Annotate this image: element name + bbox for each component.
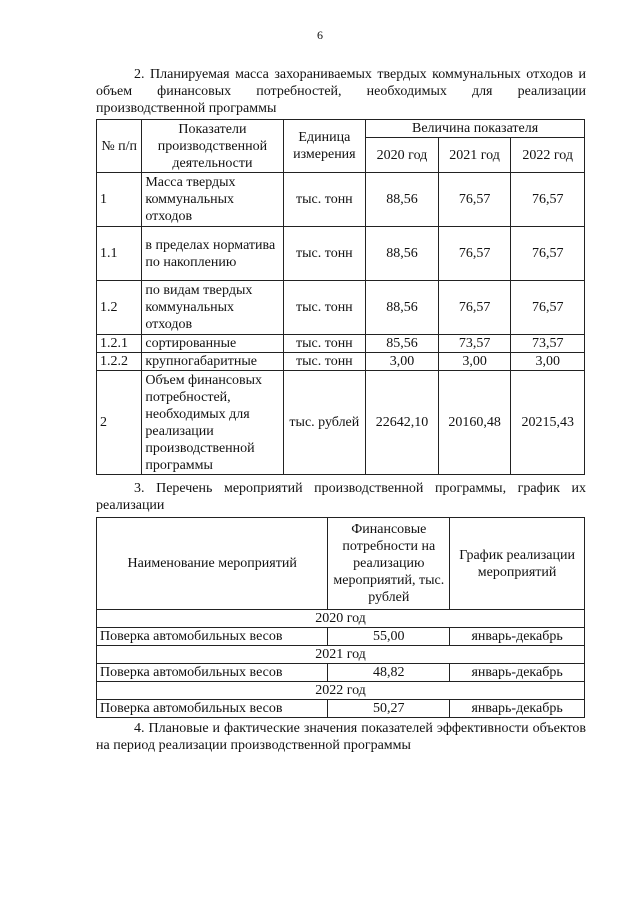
section-2-text: Планируемая масса захораниваемых твердых коммунальных отходов и объем финансовых потребностей, необходимых для реализации производственной программы [96, 67, 587, 116]
table-row [97, 628, 585, 646]
activity-cost: 48,82 [328, 664, 450, 682]
row-value-2021: 76,57 [438, 173, 511, 227]
section-2-number: 2. [134, 67, 145, 82]
row-unit: тыс. тонн [283, 281, 366, 335]
row-value-2022: 20215,43 [511, 371, 585, 475]
row-value-2020: 88,56 [366, 173, 439, 227]
section-2-heading [96, 66, 586, 117]
row-unit: тыс. тонн [283, 335, 366, 353]
row-num: 2 [97, 371, 142, 475]
activities-table [96, 517, 585, 718]
activity-cost: 55,00 [328, 628, 450, 646]
year-group-row: 2022 год [97, 682, 585, 700]
row-value-2020: 22642,10 [366, 371, 439, 475]
section-4-text: Плановые и фактические значения показателей эффективности объектов на период реализации производственной программы [96, 721, 586, 753]
row-num: 1.2.1 [97, 335, 142, 353]
row-name: по видам твердых коммунальных отходов [142, 281, 283, 335]
row-value-2021: 3,00 [438, 353, 511, 371]
header-num: № п/п [97, 120, 142, 173]
row-unit: тыс. рублей [283, 371, 366, 475]
activity-name: Поверка автомобильных весов [97, 700, 328, 718]
row-name: в пределах норматива по накоплению [142, 227, 283, 281]
row-value-2020: 88,56 [366, 281, 439, 335]
section-4-heading [96, 720, 586, 754]
row-value-2020: 3,00 [366, 353, 439, 371]
year-group-row: 2020 год [97, 610, 585, 628]
header-indicator: Показатели производственной деятельности [142, 120, 283, 173]
section-3-text: Перечень мероприятий производственной программы, график их реализации [96, 481, 587, 513]
row-value-2022: 73,57 [511, 335, 585, 353]
production-indicators-table [96, 119, 585, 475]
row-num: 1 [97, 173, 142, 227]
table-row [97, 335, 585, 353]
row-name: сортированные [142, 335, 283, 353]
row-value-2021: 73,57 [438, 335, 511, 353]
activity-name: Поверка автомобильных весов [97, 628, 328, 646]
year-group-row: 2021 год [97, 646, 585, 664]
activity-schedule: январь-декабрь [450, 700, 585, 718]
table-row [97, 281, 585, 335]
row-value-2020: 85,56 [366, 335, 439, 353]
table-row [97, 227, 585, 281]
section-3-heading [96, 480, 586, 514]
activity-schedule: январь-декабрь [450, 628, 585, 646]
row-num: 1.1 [97, 227, 142, 281]
header-year-2022: 2022 год [511, 138, 585, 173]
header-year-2020: 2020 год [366, 138, 439, 173]
page-number: 6 [317, 28, 323, 42]
header-cost: Финансовые потребности на реализацию мероприятий, тыс. рублей [328, 518, 450, 610]
header-schedule: График реализации мероприятий [450, 518, 585, 610]
row-value-2021: 76,57 [438, 281, 511, 335]
row-value-2022: 76,57 [511, 173, 585, 227]
header-year-2021: 2021 год [438, 138, 511, 173]
row-value-2022: 3,00 [511, 353, 585, 371]
row-value-2020: 88,56 [366, 227, 439, 281]
row-num: 1.2.2 [97, 353, 142, 371]
row-value-2021: 20160,48 [438, 371, 511, 475]
row-unit: тыс. тонн [283, 227, 366, 281]
row-name: Масса твердых коммунальных отходов [142, 173, 283, 227]
row-name: крупногабаритные [142, 353, 283, 371]
table-row [97, 700, 585, 718]
header-activity-name: Наименование мероприятий [97, 518, 328, 610]
header-unit: Единица измерения [283, 120, 366, 173]
row-unit: тыс. тонн [283, 353, 366, 371]
row-value-2022: 76,57 [511, 281, 585, 335]
activity-schedule: январь-декабрь [450, 664, 585, 682]
section-4-number: 4. [134, 721, 145, 736]
row-value-2022: 76,57 [511, 227, 585, 281]
section-3-number: 3. [134, 481, 145, 496]
row-unit: тыс. тонн [283, 173, 366, 227]
table-row [97, 664, 585, 682]
header-value-group: Величина показателя [366, 120, 585, 138]
table-row [97, 173, 585, 227]
row-value-2021: 76,57 [438, 227, 511, 281]
row-name: Объем финансовых потребностей, необходимых для реализации производственной программы [142, 371, 283, 475]
row-num: 1.2 [97, 281, 142, 335]
activity-cost: 50,27 [328, 700, 450, 718]
table-row [97, 353, 585, 371]
table-row [97, 371, 585, 475]
activity-name: Поверка автомобильных весов [97, 664, 328, 682]
